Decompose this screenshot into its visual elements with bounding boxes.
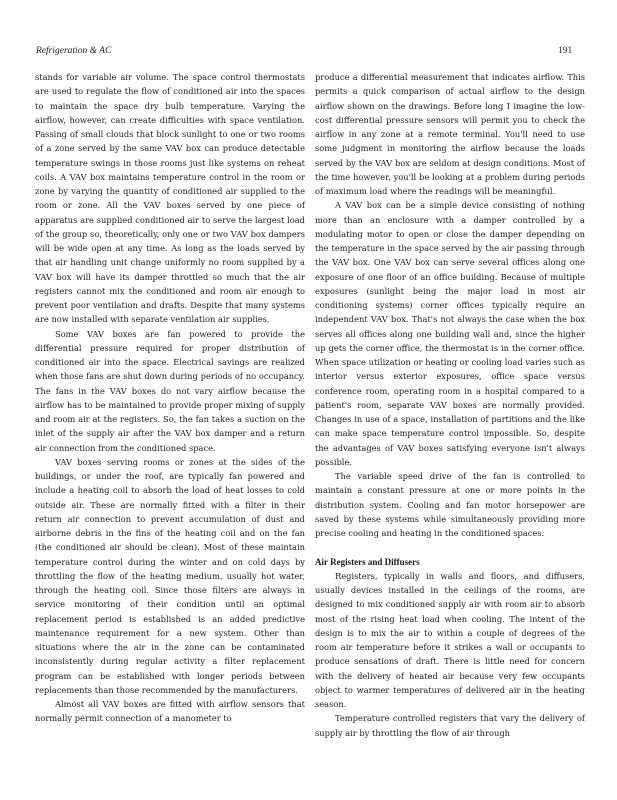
section-spacer	[315, 540, 585, 554]
running-title: Refrigeration & AC	[36, 46, 112, 56]
paragraph: A VAV box can be a simple device consisting of nothing more than an enclosure with a damper controlled by a modulating motor to open or close the damper depending on the temperature in the space served by the air passing through the VAV box. One VAV box can serve several offices along one exposure of one floor of an office building. Because of multiple exposures (sunlight being the major load in most air conditioning systems) corner offices typically require an independent VAV box. That's not always the case when the box serves all offices along one building wall and, since the higher up gets the corner office, the thermostat is in the corner office. When space utilization or heating or cooling load varies such as interior versus exterior exposures, office space versus conference room, operating room in a hospital compared to a patient's room, separate VAV boxes are normally provided. Changes in use of a space, installation of partitions and the like can make space temperature control impossible. So, despite the advantages of VAV boxes satisfying everyone isn't always possible.	[315, 200, 585, 467]
paragraph: produce a differential measurement that indicates airflow. This permits a quick comparison of actual airflow to the design airflow shown on the drawings. Before long I imagine the low-cost differential pressure sensors will permit you to check the airflow in any zone at a remote terminal. You'll need to use some judgment in monitoring the airflow because the loads served by the VAV box are seldom at design conditions. Most of the time however, you'll be looking at a problem during periods of maximum load where the readings will be meaningful.	[315, 72, 585, 196]
right-column	[315, 70, 585, 740]
paragraph: Some VAV boxes are fan powered to provide the differential pressure required for proper distribution of conditioned air into the space. Electrical savings are realized when those fans are shut down during periods of no occupancy. The fans in the VAV boxes do not vary airflow because the airflow has to be maintained to provide proper mixing of supply and room air at the registers. So, the fan takes a suction on the inlet of the supply air after the VAV box damper and a return air connection from the conditioned space.	[35, 328, 305, 453]
section-heading: Air Registers and Diffusers	[315, 556, 420, 567]
paragraph: stands for variable air volume. The space control thermostats are used to regulate the flow of conditioned air into the spaces to maintain the space dry bulb temperature. Varying the airflow, however, can create difficulties with space ventilation. Passing of small clouds that block sunlight to one or two rooms of a zone served by the same VAV box can produce detectable temperature swings in those rooms just like systems on reheat coils. A VAV box maintains temperature control in the room or zone by varying the quantity of conditioned air supplied to the room or zone. All the VAV boxes served by one piece of apparatus are supplied conditioned air to serve the largest load of the group so, theoretically, only one or two VAV box dampers will be wide open at any time. As long as the loads served by that air handling unit change uniformly no room supplied by a VAV box will have its damper throttled so much that the air registers cannot mix the conditioned and room air enough to prevent poor ventilation and drafts. Despite that many systems are now installed with separate ventilation air supplies.	[35, 72, 305, 325]
paragraph: Registers, typically in walls and floors, and diffusers, usually devices installed in the ceilings of the rooms, are designed to mix conditioned supply air with room air to absorb most of the rising heat load when cooling. The intent of the design is to mix the air to within a couple of degrees of the room air temperature before it strikes a wall or occupants to produce sensations of draft. There is little need for concern with the delivery of heated air because very few occupants object to warmer temperatures of delivered air in the heating season.	[315, 570, 585, 709]
paragraph: VAV boxes serving rooms or zones at the sides of the buildings, or under the roof, are typically fan powered and include a heating coil to absorb the load of heat losses to cold outside air. These are normally fitted with a filter in their return air connection to prevent accumulation of dust and airborne debris in the fins of the heating coil and on the fan (the conditioned air should be clean). Most of these maintain temperature control during the winter and on cold days by throttling the flow of the heating medium, usually hot water, through the heating coil. Since those filters are always in service monitoring of their condition until an optimal replacement period is established is an added predictive maintenance requirement for a new system. Other than situations where the air in the zone can be contaminated inconsistently during regular activity a filter replacement program can be established with longer periods between replacements than those recommended by the manufacturers.	[35, 456, 305, 695]
paragraph: Almost all VAV boxes are fitted with airflow sensors that normally permit connection of a manometer to	[35, 699, 305, 724]
paragraph: Temperature controlled registers that vary the delivery of supply air by throttling the flow of air through	[315, 713, 585, 738]
left-column	[35, 70, 305, 726]
page-number: 191	[558, 46, 573, 56]
paragraph: The variable speed drive of the fan is controlled to maintain a constant pressure at one or more points in the distribution system. Cooling and fan motor horsepower are saved by these systems while simultaneously providing more precise cooling and heating in the conditioned spaces.	[315, 471, 585, 538]
